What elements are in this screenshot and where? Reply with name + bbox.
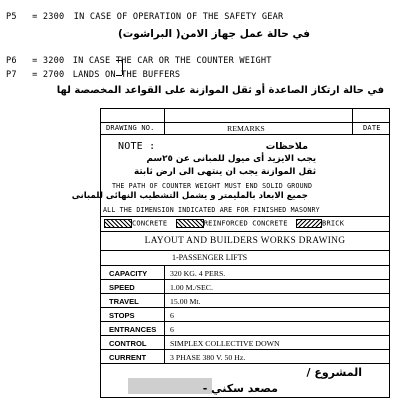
title-line — [100, 250, 390, 251]
note-ar-3: جميع الابعاد بالمليمتر و يشمل التشطيب النهائى للمبانى — [71, 191, 308, 201]
legend-reinforced: REINFORCED CONCRETE — [203, 219, 288, 228]
arabic-p5: في حالة عمل جهاز الامن( البراشوت) — [117, 28, 310, 40]
load-value: 3200 — [42, 56, 65, 66]
note-arabic-title: ملاحظات — [265, 141, 308, 152]
load-desc: IN CASE THE CAR OR THE COUNTER WEIGHT — [72, 56, 272, 66]
note-ar-1: يجب الايزيد أى ميول للمبانى عن ٢٥سم — [146, 154, 316, 164]
load-p7 — [6, 70, 180, 80]
note-en-1: THE PATH OF COUNTER WEIGHT MUST END SOLID GROUND — [112, 182, 313, 190]
spec-label: STOPS — [109, 311, 135, 320]
note-ar-2: ثقل الموازنة يجب ان ينتهى الى ارض ثابتة — [133, 167, 316, 177]
load-bracket-bottom — [116, 75, 122, 76]
spec-value: 15.00 Mt. — [170, 297, 201, 306]
drawing-no-header: DRAWING NO. — [106, 124, 155, 132]
project-value: مصعد سكني - — [202, 382, 278, 395]
concrete-hatch-icon — [104, 219, 132, 228]
note-en-2: ALL THE DIMENSION INDICATED ARE FOR FINISHED MASONRY — [103, 206, 320, 214]
project-label: المشروع / — [306, 366, 362, 379]
legend-line — [100, 231, 390, 232]
spec-label: TRAVEL — [109, 297, 139, 306]
load-p5 — [6, 12, 283, 22]
lift-type: 1-PASSENGER LIFTS — [172, 253, 248, 262]
spec-label: CONTROL — [109, 339, 147, 348]
arabic-p67: في حالة ارتكاز الصاعدة أو ثقل الموازنة على القواعد المخصصة لها — [56, 85, 384, 96]
rev-divider — [164, 108, 165, 134]
load-eq: = — [32, 70, 38, 80]
brick-hatch-icon — [296, 219, 322, 228]
load-desc: IN CASE OF OPERATION OF THE SAFETY GEAR — [73, 12, 284, 22]
legend — [104, 219, 344, 228]
rev-divider — [352, 108, 353, 134]
spec-value: 320 KG. 4 PERS. — [170, 269, 226, 278]
load-p6 — [6, 56, 272, 66]
spec-label: CURRENT — [109, 353, 147, 362]
load-desc: LANDS ON THE BUFFERS — [72, 70, 181, 80]
spec-value: 3 PHASE 380 V. 50 Hz. — [170, 353, 246, 362]
load-label: P6 — [6, 56, 17, 66]
note-title: NOTE : — [118, 141, 156, 152]
date-header: DATE — [363, 124, 381, 132]
spec-label: ENTRANCES — [109, 325, 157, 334]
rev-line — [100, 122, 390, 123]
load-eq: = — [32, 12, 38, 22]
spec-label: CAPACITY — [109, 269, 148, 278]
load-eq: = — [32, 56, 38, 66]
rev-line — [100, 134, 390, 135]
reinforced-hatch-icon — [176, 219, 204, 228]
legend-concrete: CONCRETE — [132, 219, 168, 228]
load-label: P7 — [6, 70, 17, 80]
legend-brick: BRICK — [322, 219, 345, 228]
legend-line — [100, 216, 390, 217]
load-label: P5 — [6, 12, 17, 22]
drawing-title: LAYOUT AND BUILDERS WORKS DRAWING — [144, 236, 346, 246]
spec-value: SIMPLEX COLLECTIVE DOWN — [170, 339, 280, 348]
load-value: 2300 — [42, 12, 65, 22]
load-value: 2700 — [42, 70, 65, 80]
title-line — [100, 265, 390, 266]
load-bracket — [122, 60, 123, 75]
load-bracket-top — [116, 60, 122, 61]
spec-value: 1.00 M./SEC. — [170, 283, 213, 292]
remarks-header: REMARKS — [227, 124, 265, 133]
spec-value: 6 — [170, 311, 174, 320]
spec-value: 6 — [170, 325, 174, 334]
spec-label: SPEED — [109, 283, 135, 292]
redacted-block — [128, 378, 212, 394]
